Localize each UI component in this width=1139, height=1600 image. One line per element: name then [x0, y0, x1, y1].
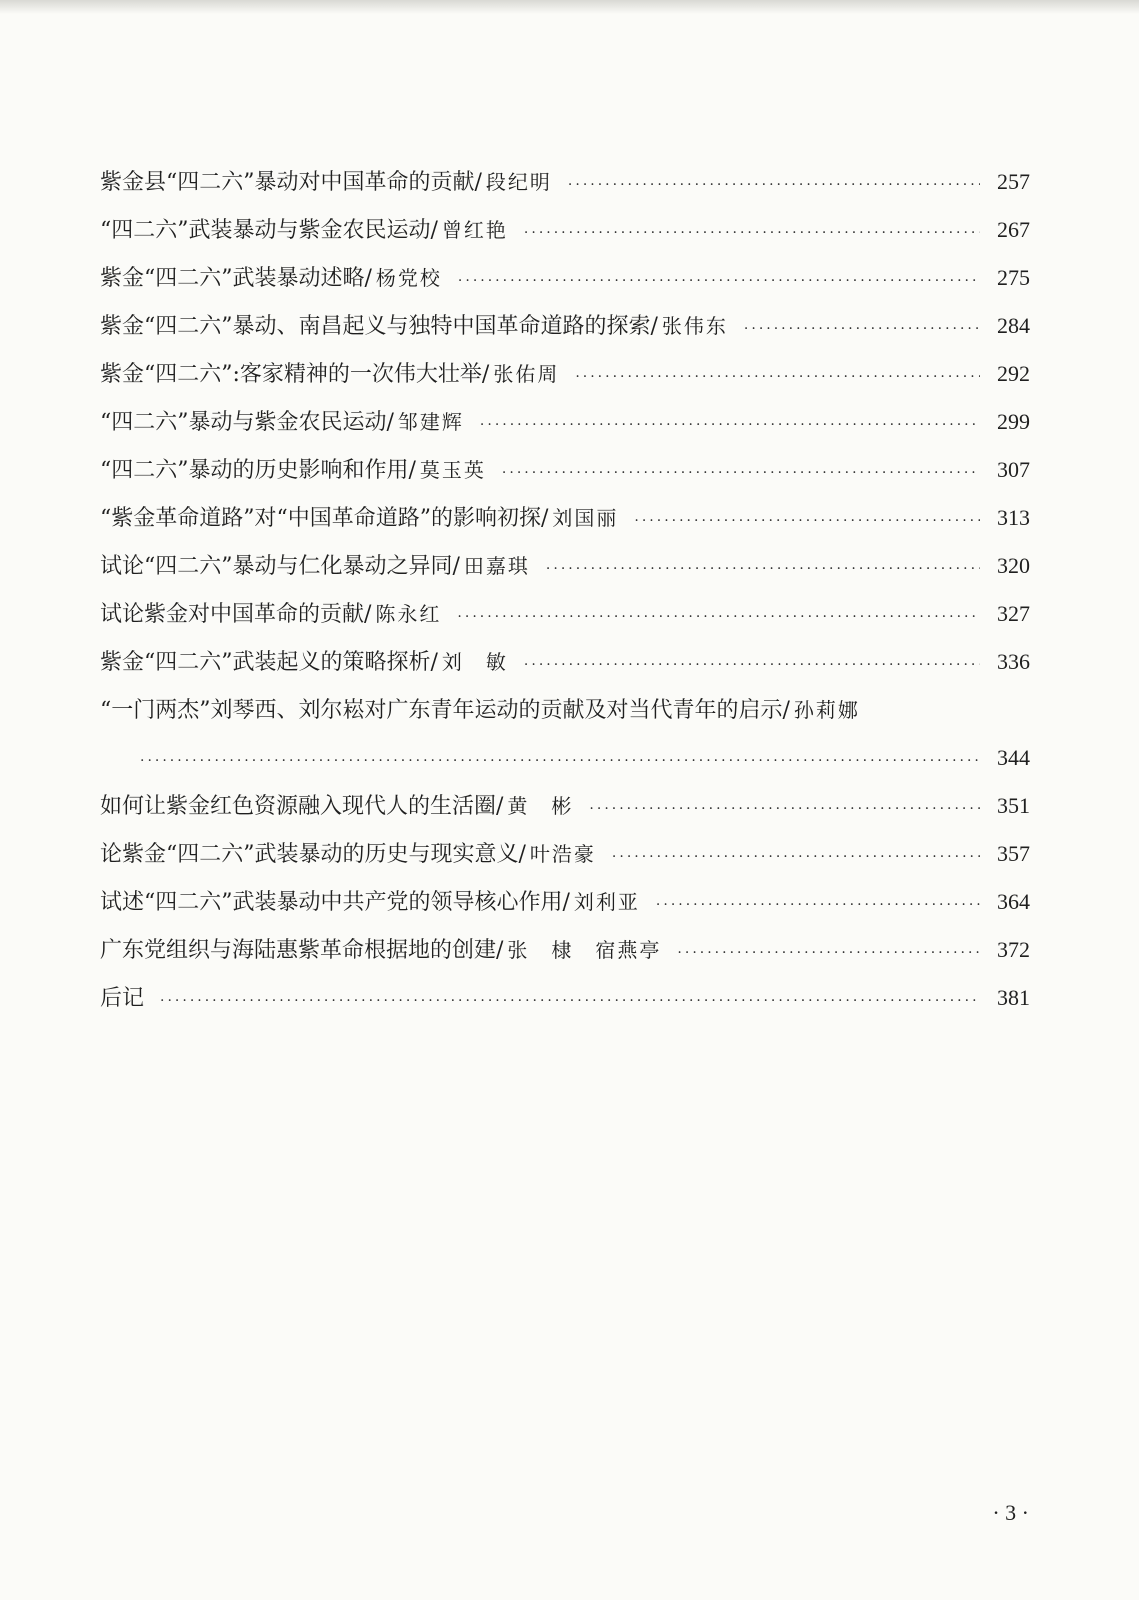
toc-entry-author: 张 棣 宿燕亭 [507, 938, 662, 962]
dot-leader [502, 449, 980, 497]
toc-entry-page: 257 [997, 169, 1030, 194]
toc-entry-page: 292 [997, 361, 1030, 386]
dot-leader [568, 161, 980, 209]
toc-entry-page: 313 [997, 505, 1030, 530]
toc-entry-author: 刘 敏 [441, 650, 508, 674]
toc-entry-title: “四二六”暴动的历史影响和作用/ [100, 458, 416, 483]
toc-entry[interactable] [100, 830, 1030, 878]
toc-entry-author: 陈永红 [375, 602, 442, 626]
toc-entry-title: 紫金“四二六”:客家精神的一次伟大壮举/ [100, 362, 490, 387]
toc-entry[interactable] [100, 446, 1030, 494]
toc-entry[interactable] [100, 590, 1030, 638]
toc-entry-page: 336 [997, 649, 1030, 674]
toc-entry-title: “一门两杰”刘琴西、刘尔崧对广东青年运动的贡献及对当代青年的启示/ [100, 698, 790, 723]
dot-leader [634, 497, 980, 545]
toc-entry[interactable] [100, 686, 1030, 782]
dot-leader [677, 929, 980, 977]
toc-entry-page: 284 [997, 313, 1030, 338]
toc-entry-page: 327 [997, 601, 1030, 626]
toc-entry-page: 267 [997, 217, 1030, 242]
toc-entry[interactable] [100, 254, 1030, 302]
dot-leader [575, 353, 980, 401]
toc-entry[interactable] [100, 350, 1030, 398]
toc-entry-title: 试述“四二六”武装暴动中共产党的领导核心作用/ [100, 890, 570, 915]
scan-edge-shadow [0, 0, 1139, 14]
toc-entry-title: “紫金革命道路”对“中国革命道路”的影响初探/ [100, 506, 549, 531]
toc-entry-page: 299 [997, 409, 1030, 434]
toc-entry-page: 307 [997, 457, 1030, 482]
toc-entry-page: 351 [997, 793, 1030, 818]
toc-entry-title: 试论紫金对中国革命的贡献/ [100, 602, 372, 627]
toc-entry[interactable] [100, 638, 1030, 686]
toc-entry-author: 曾红艳 [441, 218, 508, 242]
dot-leader [524, 209, 980, 257]
dot-leader [744, 305, 980, 353]
dot-leader [140, 737, 980, 785]
toc-entry-author: 黄 彬 [507, 794, 574, 818]
dot-leader [589, 785, 980, 833]
toc-entry-title: 论紫金“四二六”武装暴动的历史与现实意义/ [100, 842, 526, 867]
toc-entry-page: 344 [997, 745, 1030, 770]
toc-entry-title: 如何让紫金红色资源融入现代人的生活圈/ [100, 794, 504, 819]
toc-entry-page: 372 [997, 937, 1030, 962]
page-number: · 3 · [992, 1500, 1029, 1525]
toc-entry[interactable] [100, 158, 1030, 206]
toc-entry-title: 紫金县“四二六”暴动对中国革命的贡献/ [100, 170, 482, 195]
toc-entry-title: 试论“四二六”暴动与仁化暴动之异同/ [100, 554, 460, 579]
dot-leader [612, 833, 980, 881]
toc-entry[interactable] [100, 302, 1030, 350]
toc-entry-author: 刘国丽 [552, 506, 619, 530]
dot-leader [480, 401, 980, 449]
toc-entry-page: 320 [997, 553, 1030, 578]
toc-entry-title: 广东党组织与海陆惠紫革命根据地的创建/ [100, 938, 504, 963]
toc-entry[interactable] [100, 494, 1030, 542]
toc-entry-author: 刘利亚 [573, 890, 640, 914]
dot-leader [457, 593, 980, 641]
toc-entry-author: 段纪明 [485, 170, 552, 194]
toc-entry-author: 田嘉琪 [463, 554, 530, 578]
toc-entry[interactable] [100, 206, 1030, 254]
dot-leader [656, 881, 980, 929]
toc-entry-author: 张佑周 [493, 362, 560, 386]
toc-entry[interactable] [100, 542, 1030, 590]
toc-entry-title: “四二六”暴动与紫金农民运动/ [100, 410, 394, 435]
toc-entry[interactable] [100, 878, 1030, 926]
toc-entry-title: 紫金“四二六”武装起义的策略探析/ [100, 650, 438, 675]
toc-entry[interactable] [100, 398, 1030, 446]
toc-entry-author: 莫玉英 [419, 458, 486, 482]
toc-entry-author: 邹建辉 [397, 410, 464, 434]
dot-leader [546, 545, 980, 593]
toc-entry-author: 杨党校 [375, 266, 442, 290]
toc-entry-page: 275 [997, 265, 1030, 290]
toc-entry-page: 357 [997, 841, 1030, 866]
toc-entry-author: 张伟东 [661, 314, 728, 338]
toc-entry[interactable] [100, 782, 1030, 830]
toc-entry-title: 紫金“四二六”武装暴动述略/ [100, 266, 372, 291]
toc-entry-title: “四二六”武装暴动与紫金农民运动/ [100, 218, 438, 243]
toc-entry-author: 叶浩豪 [529, 842, 596, 866]
toc-entry[interactable] [100, 974, 1030, 1022]
toc-entry-title: 紫金“四二六”暴动、南昌起义与独特中国革命道路的探索/ [100, 314, 658, 339]
toc-entry[interactable] [100, 926, 1030, 974]
toc-entry-page: 381 [997, 985, 1030, 1010]
dot-leader [160, 977, 980, 1025]
table-of-contents [100, 158, 1030, 1022]
toc-entry-page: 364 [997, 889, 1030, 914]
dot-leader [458, 257, 980, 305]
dot-leader [524, 641, 980, 689]
toc-entry-author: 孙莉娜 [793, 698, 860, 722]
toc-entry-title: 后记 [100, 986, 145, 1011]
